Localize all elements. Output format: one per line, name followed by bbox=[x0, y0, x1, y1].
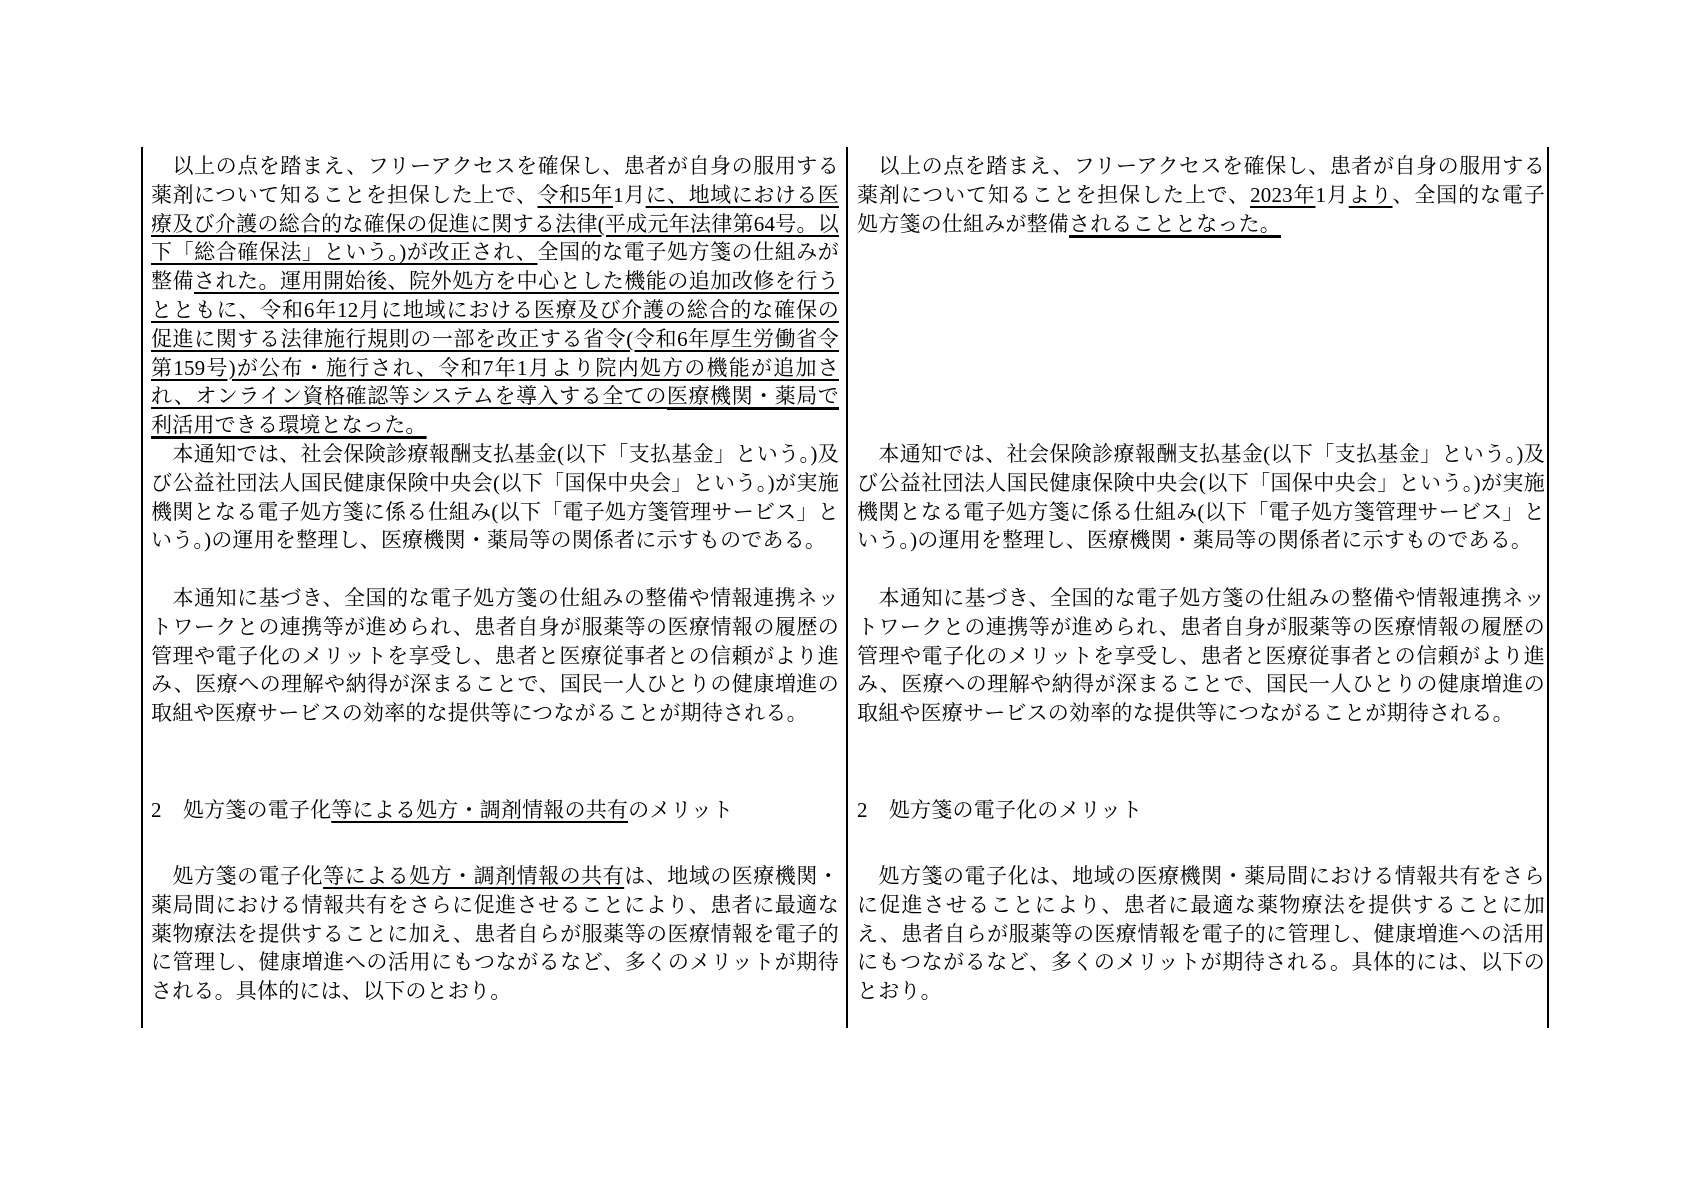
paragraph-scope-original: 本通知では、社会保険診療報酬支払基金(以下「支払基金」という。)及び公益社団法人国民健康保険中央会(以下「国保中央会」という。)が実施機関となる電子処方箋に係る仕組み(以下「電子処方箋管理サービス」という。)の運用を整理し、医療機関・薬局等の関係者に示すものである。 bbox=[857, 442, 1545, 553]
column-divider bbox=[846, 147, 848, 1028]
paragraph-scope-revised: 本通知では、社会保険診療報酬支払基金(以下「支払基金」という。)及び公益社団法人国民健康保険中央会(以下「国保中央会」という。)が実施機関となる電子処方箋に係る仕組み(以下「電子処方箋管理サービス」という。)の運用を整理し、医療機関・薬局等の関係者に示すものである。 bbox=[151, 442, 839, 553]
column-original-text bbox=[857, 0, 1545, 1181]
paragraph-purpose-original: 本通知に基づき、全国的な電子処方箋の仕組みの整備や情報連携ネットワークとの連携等が進められ、患者自身が服薬等の医療情報の履歴の管理や電子化のメリットを享受し、患者と医療従事者との信頼がより進み、医療への理解や納得が深まることで、国民一人ひとりの健康増進の取組や医療サービスの効率的な提供等につながることが期待される。 bbox=[857, 586, 1545, 726]
table-border-right bbox=[1547, 147, 1549, 1028]
table-border-left bbox=[141, 147, 143, 1028]
paragraph-merit-revised: 処方箋の電子化等による処方・調剤情報の共有は、地域の医療機関・薬局間における情報共有をさらに促進させることにより、患者に最適な薬物療法を提供することに加え、患者自らが服薬等の医療情報を電子的に管理し、健康増進への活用にもつながるなど、多くのメリットが期待される。具体的には、以下のとおり。 bbox=[151, 864, 839, 1004]
paragraph-purpose-revised: 本通知に基づき、全国的な電子処方箋の仕組みの整備や情報連携ネットワークとの連携等が進められ、患者自身が服薬等の医療情報の履歴の管理や電子化のメリットを享受し、患者と医療従事者との信頼がより進み、医療への理解や納得が深まることで、国民一人ひとりの健康増進の取組や医療サービスの効率的な提供等につながることが期待される。 bbox=[151, 586, 839, 726]
paragraph-intro-original: 以上の点を踏まえ、フリーアクセスを確保し、患者が自身の服用する薬剤について知ることを担保した上で、2023年1月より、全国的な電子処方箋の仕組みが整備されることとなった。 bbox=[857, 154, 1546, 236]
paragraph-intro-revised: 以上の点を踏まえ、フリーアクセスを確保し、患者が自身の服用する薬剤について知ることを担保した上で、令和5年1月に、地域における医療及び介護の総合的な確保の促進に関する法律(平成元年法律第64号。以下「総合確保法」という。)が改正され、全国的な電子処方箋の仕組みが整備された。運用開始後、院外処方を中心とした機能の追加改修を行うとともに、令和6年12月に地域における医療及び介護の総合的な確保の促進に関する法律施行規則の一部を改正する省令(令和6年厚生労働省令第159号)が公布・施行され、令和7年1月より院内処方の機能が追加され、オンライン資格確認等システムを導入する全ての医療機関・薬局で利活用できる環境となった。 bbox=[151, 154, 840, 438]
column-revised-text bbox=[151, 0, 839, 1181]
paragraph-merit-original: 処方箋の電子化は、地域の医療機関・薬局間における情報共有をさらに促進させることにより、患者に最適な薬物療法を提供することに加え、患者自らが服薬等の医療情報を電子的に管理し、健康増進への活用にもつながるなど、多くのメリットが期待される。具体的には、以下のとおり。 bbox=[857, 864, 1545, 1004]
section-heading-revised: 2 処方箋の電子化等による処方・調剤情報の共有のメリット bbox=[151, 798, 734, 822]
section-heading-original: 2 処方箋の電子化のメリット bbox=[857, 798, 1143, 822]
